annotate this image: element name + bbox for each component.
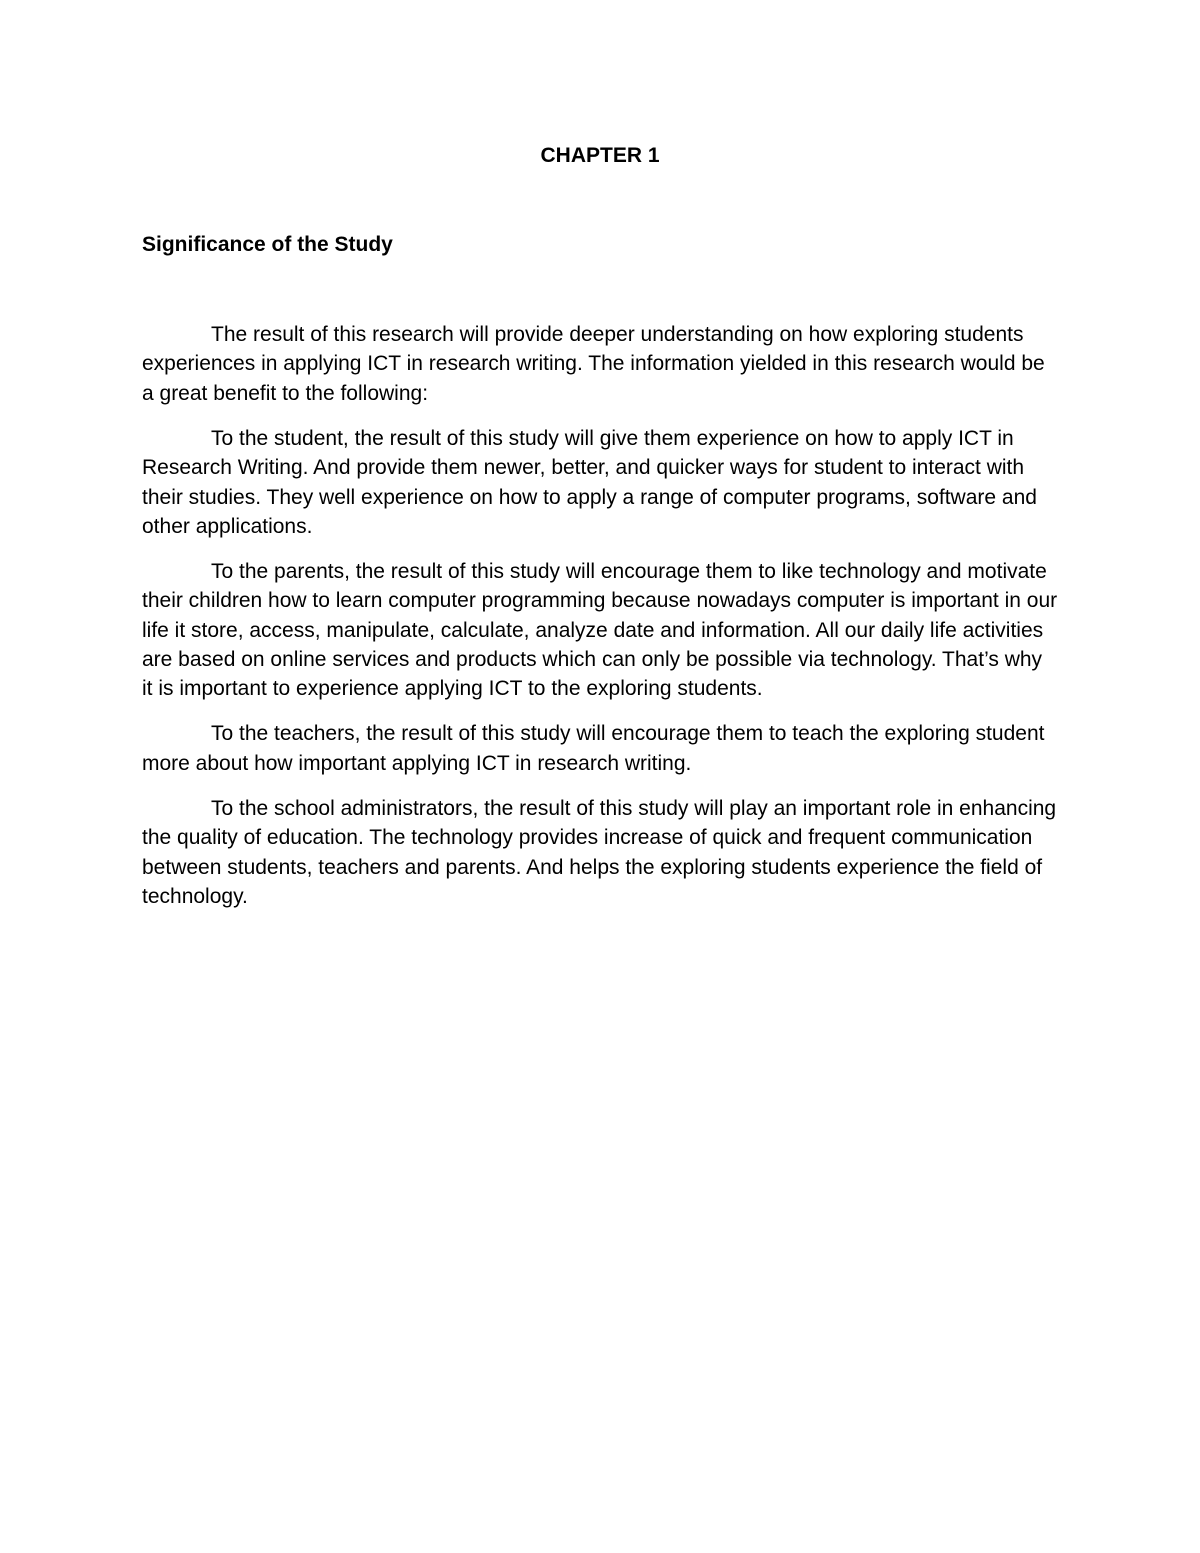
section-heading: Significance of the Study — [142, 233, 393, 256]
paragraph-parents: To the parents, the result of this study will encourage them to like technology and motivate their children how to learn computer programming because nowadays computer is important in our life it store, access, manipulate, calculate, analyze date and information. All our daily life activities are based on online services and products which can only be possible via technology. That’s why it is important to experience applying ICT to the exploring students. — [142, 559, 1058, 701]
paragraph-students: To the student, the result of this study will give them experience on how to apply ICT in Research Writing. And provide them newer, better, and quicker ways for student to interact with their studies. They well experience on how to apply a range of computer programs, software and other applications. — [142, 426, 1037, 538]
chapter-title: CHAPTER 1 — [540, 144, 660, 167]
paragraph-administrators: To the school administrators, the result of this study will play an important role in enhancing the quality of education. The technology provides increase of quick and frequent communication between students, teachers and parents. And helps the exploring students experience the field of technology. — [142, 796, 1057, 908]
paragraph-intro: The result of this research will provide deeper understanding on how exploring students experiences in applying ICT in research writing. The information yielded in this research would be a great benefit to the following: — [142, 323, 1045, 405]
body-text — [142, 320, 1058, 927]
paragraph-teachers: To the teachers, the result of this study will encourage them to teach the exploring student more about how important applying ICT in research writing. — [142, 722, 1045, 775]
